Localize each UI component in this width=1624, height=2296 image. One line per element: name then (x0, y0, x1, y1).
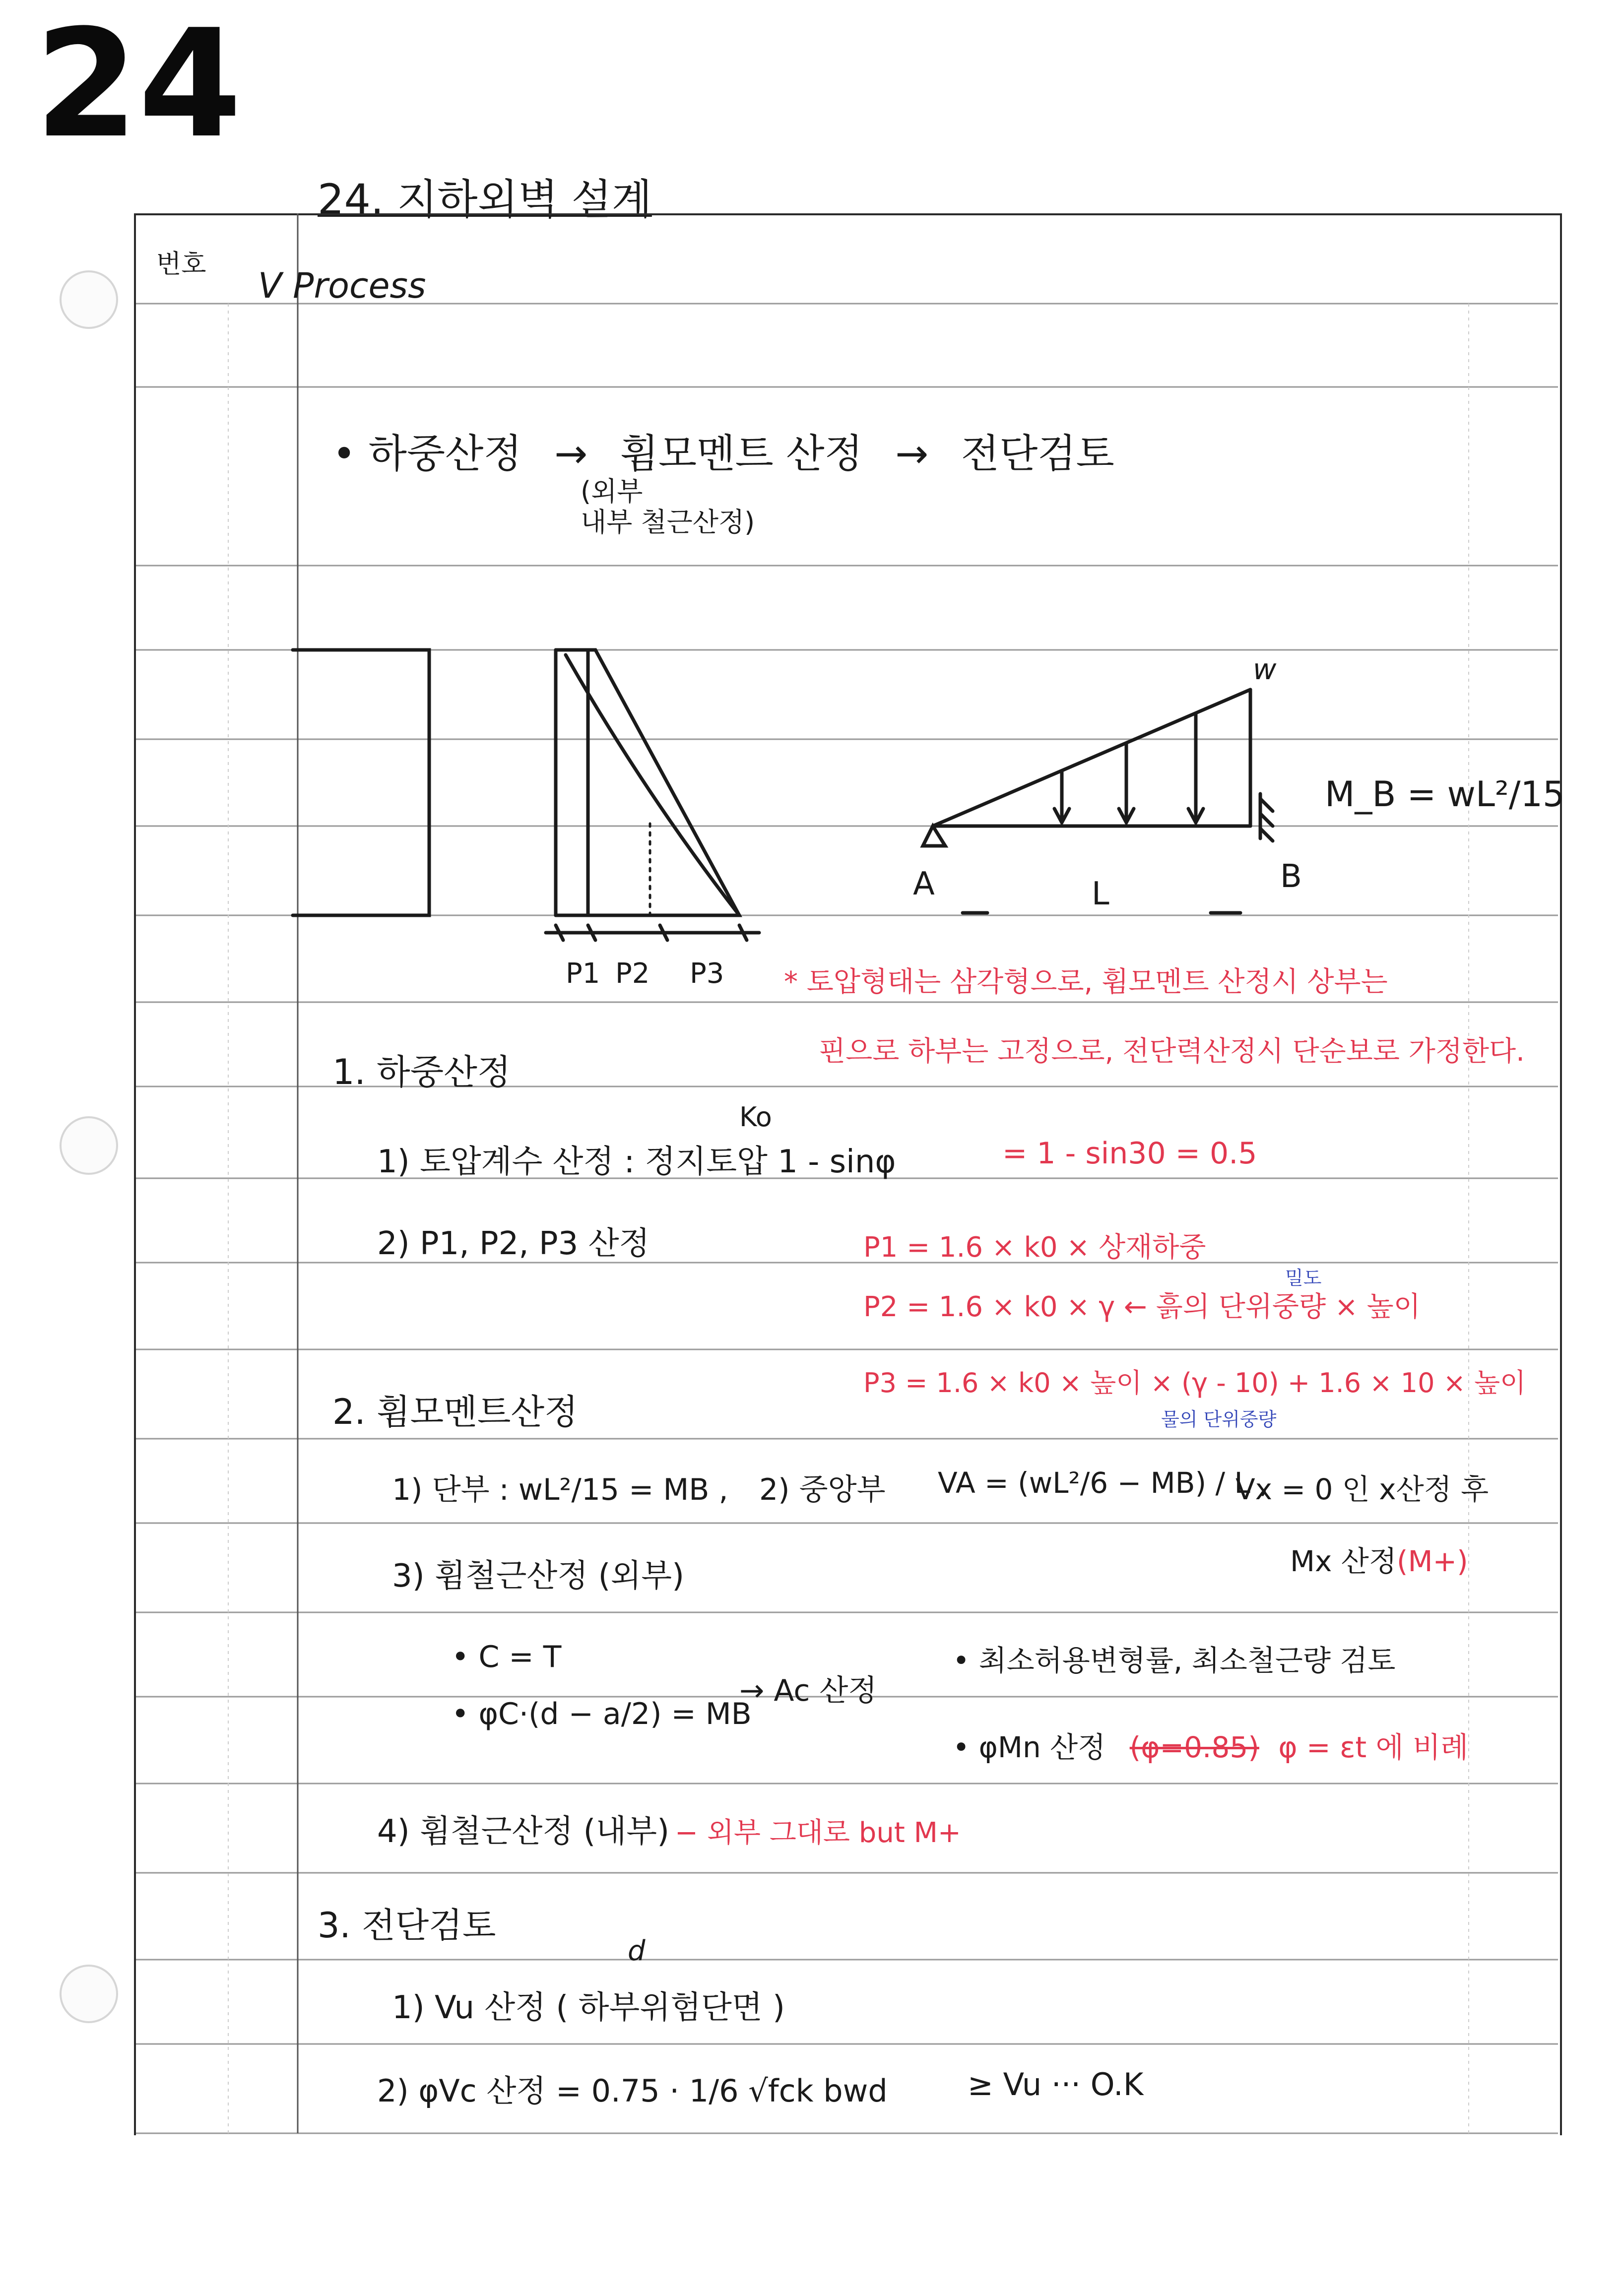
beam-label-w: w (1253, 652, 1277, 686)
assumption-note-line2: 핀으로 하부는 고정으로, 전단력산정시 단순보로 가정한다. (819, 1035, 1525, 1068)
item-vu: 1) Vu 산정 ( 하부위험단면 ) (392, 1989, 785, 2026)
item-end-moment: 1) 단부 : wL²/15 = MB , (392, 1472, 728, 1507)
pressure-label-p1: P1 (566, 957, 600, 990)
assumption-note-line1: * 토압형태는 삼각형으로, 휨모멘트 산정시 상부는 (784, 966, 1388, 998)
flow-arrow-2: → (895, 431, 929, 477)
equation-moment: • φC·(d − a/2) = MB (452, 1697, 752, 1731)
flow-step-load: 하중산정 (368, 431, 522, 477)
beam-label-a: A (913, 866, 935, 902)
flow-arrow-1: → (554, 431, 588, 477)
pressure-triangle (556, 650, 739, 915)
check-phimn-label: • φMn 산정 (953, 1730, 1106, 1764)
ko-label: Ko (739, 1101, 772, 1133)
check-phimn-strike: (φ=0.85) (1129, 1730, 1259, 1764)
d-label: d (628, 1935, 646, 1967)
mx-label: Mx 산정 (1290, 1544, 1397, 1578)
item-outer-rebar: 3) 휨철근산정 (외부) (392, 1558, 685, 1594)
beam-label-l: L (1092, 876, 1109, 912)
p2-note: 밀도 (1285, 1267, 1322, 1289)
wall-elevation-outline (293, 650, 429, 915)
item-inner-rebar: 4) 휨철근산정 (내부) (377, 1813, 670, 1850)
ac-calculation: → Ac 산정 (739, 1673, 877, 1708)
p1-formula: P1 = 1.6 × k0 × 상재하중 (863, 1231, 1206, 1264)
pressure-curve (566, 655, 739, 915)
equation-ct: • C = T (452, 1640, 562, 1674)
flow-sub-note: (외부 내부 철근산정) (581, 476, 755, 538)
check-phimn-note: φ = εt 에 비례 (1278, 1730, 1469, 1764)
item-center-moment: 2) 중앙부 (759, 1472, 886, 1507)
flow-bullet: • (332, 431, 369, 477)
p3-formula: P3 = 1.6 × k0 × 높이 × (γ - 10) + 1.6 × 10 × 높이 (863, 1367, 1526, 1399)
check-min-strain: • 최소허용변형률, 최소철근량 검토 (953, 1644, 1396, 1677)
load-triangle-top (933, 690, 1250, 826)
inner-rebar-note: − 외부 그대로 but M+ (675, 1817, 961, 1849)
column-label: 번호 (156, 250, 206, 279)
page-number: 24 (35, 0, 242, 171)
va-formula: VA = (wL²/6 − MB) / L , (938, 1466, 1269, 1500)
check-phimn (953, 1724, 1468, 1766)
mx-note: (M+) (1396, 1544, 1468, 1578)
beam-label-b: B (1280, 858, 1302, 895)
pressure-label-p3: P3 (690, 957, 724, 990)
flow-step-shear: 전단검토 (961, 431, 1114, 477)
earth-pressure-result: = 1 - sin30 = 0.5 (1002, 1136, 1257, 1171)
moment-formula: M_B = wL²/15 (1325, 774, 1565, 815)
pressure-label-p2: P2 (615, 957, 650, 990)
item-earth-pressure-coef: 1) 토압계수 산정 : 정지토압 1 - sinφ (377, 1144, 896, 1180)
section2-heading: 2. 휨모멘트산정 (332, 1392, 578, 1432)
p3-note: 물의 단위중량 (1161, 1408, 1277, 1430)
section-marker: V Process (258, 265, 426, 306)
mx-text (1290, 1538, 1468, 1580)
p2-formula: P2 = 1.6 × k0 × γ ← 흙의 단위중량 × 높이 (863, 1291, 1421, 1323)
phivc-result: ≥ Vu ··· O.K (968, 2066, 1144, 2103)
vx-text: Vx = 0 인 x산정 후 (1235, 1472, 1489, 1506)
pin-support (923, 826, 945, 846)
page-title: 24. 지하외벽 설계 (318, 175, 652, 224)
section1-heading: 1. 하중산정 (332, 1052, 511, 1092)
item-pressure-values: 2) P1, P2, P3 산정 (377, 1225, 650, 1262)
item-phivc: 2) φVc 산정 = 0.75 · 1/6 √fck bwd (377, 2073, 888, 2109)
section3-heading: 3. 전단검토 (318, 1905, 496, 1946)
flow-step-moment: 휨모멘트 산정 (620, 431, 863, 477)
